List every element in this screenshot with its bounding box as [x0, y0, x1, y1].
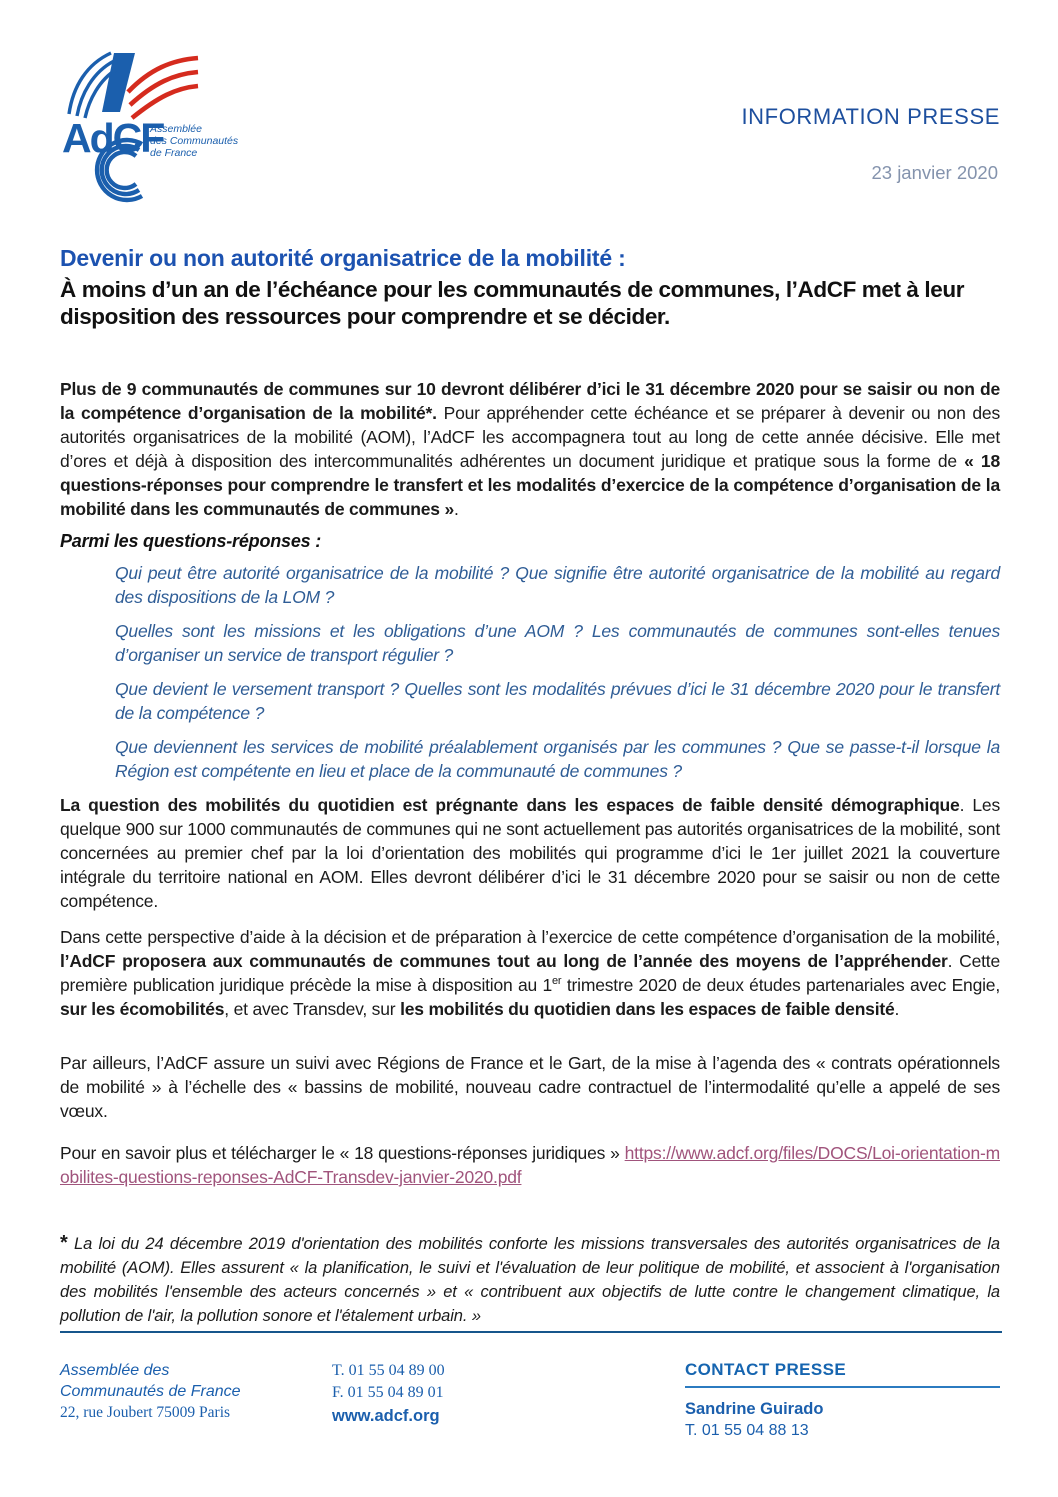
questions-heading: Parmi les questions-réponses :	[60, 531, 322, 551]
footer-street-address: 22, rue Joubert 75009 Paris	[60, 1404, 231, 1421]
footnote	[60, 1231, 1000, 1328]
paragraph-download	[60, 1141, 1000, 1189]
question-item-3: Que devient le versement transport ? Quelles sont les modalités prévues d’ici le 31 décembre 2020 pour le transfert de la compétence ?	[115, 679, 1000, 723]
footer-phone: T. 01 55 04 89 00	[332, 1362, 445, 1379]
svg-text:Assemblée des Communau	[149, 123, 238, 159]
release-date: 23 janvier 2020	[871, 162, 998, 183]
density-text: . Les quelque 900 sur 1000 communautés de communes qui ne sont actuellement pas autorités organisatrices de la mobilité, sont concernées au premier chef par la loi d’orientation des mobilités qui programme d’ici le 1er juillet 2021 la couverture intégrale du territoire national en AOM. Elles devront délibérer d’ici le 31 décembre 2020 pour se saisir ou non de cette compétence.	[60, 795, 1000, 911]
intro-bold-quote: « 18 questions-réponses pour comprendre le transfert et les modalités d’exercice de la compétence d’organisation de la mobilité dans les communautés de communes »	[60, 451, 1000, 519]
perspective-text-2: . Cette première publication juridique précède la mise à disposition au 1	[60, 951, 1001, 995]
density-bold: La question des mobilités du quotidien est prégnante dans les espaces de faible densité démographique	[60, 795, 960, 815]
perspective-text-4: , et avec Transdev, sur	[224, 999, 401, 1019]
perspective-text-3: trimestre 2020 de deux études partenariales avec Engie,	[561, 975, 1000, 995]
footer-org-line2: Communautés de France	[60, 1383, 241, 1400]
page-title: Devenir ou non autorité organisatrice de la mobilité :	[60, 245, 626, 271]
perspective-bold-3: les mobilités du quotidien dans les espaces de faible densité	[400, 999, 895, 1019]
perspective-bold-1: l’AdCF proposera aux communautés de communes tout au long de l’année des moyens de l’appréhender	[60, 951, 948, 971]
intro-period: .	[454, 499, 459, 519]
footer-contact-block	[332, 1360, 685, 1441]
download-text: Pour en savoir plus et télécharger le « 18 questions-réponses juridiques »	[60, 1143, 625, 1163]
footer-divider	[60, 1331, 1002, 1333]
paragraph-perspective	[60, 925, 1000, 1021]
logo-tagline-line1: Assemblée	[150, 123, 202, 135]
perspective-text-5: .	[894, 999, 900, 1019]
main-content	[60, 244, 1000, 1328]
footer-website: www.adcf.org	[332, 1407, 440, 1425]
intro-bold-lead: Plus de 9 communautés de communes sur 10 devront délibérer d’ici le 31 décembre 2020 pour se saisir ou non de la compétence d’organisation de la mobilité*.	[60, 379, 1000, 423]
question-item-4: Que deviennent les services de mobilité préalablement organisés par les communes ? Que se passe-t-il lorsque la Région est compétente en lieu et place de la communauté de communes ?	[115, 737, 1000, 781]
question-item-2: Quelles sont les missions et les obligations d’une AOM ? Les communautés de communes sont-elles tenues d’organiser un service de transport régulier ?	[115, 621, 1000, 665]
adcf-logo	[58, 48, 238, 206]
superscript-er: er	[552, 975, 562, 988]
footnote-text: La loi du 24 décembre 2019 d'orientation des mobilités conforte les missions transversales des autorités organisatrices de la mobilité (AOM). Elles assurent « la planification, le suivi et l'évaluation de leur politique de mobilité, et associent à l'organisation des mobilités l'ensemble des acteurs concernés » et « contribuent aux objectifs de lutte contre le changement climatique, la pollution de l'air, la pollution sonore et l'étalement urbain. »	[60, 1235, 1000, 1325]
footnote-asterisk: *	[60, 1232, 68, 1254]
page-subtitle: À moins d’un an de l’échéance pour les communautés de communes, l’AdCF met à leur disposition des ressources pour comprendre et se décider.	[60, 277, 965, 329]
perspective-text-1: Dans cette perspective d’aide à la décision et de préparation à l’exercice de cette compétence d’organisation de la mobilité,	[60, 927, 1000, 947]
paragraph-intro	[60, 377, 1000, 521]
footer-fax: F. 01 55 04 89 01	[332, 1384, 444, 1401]
footer-address-block	[60, 1360, 332, 1441]
logo-tagline-line3: de France	[150, 147, 198, 159]
perspective-bold-2: sur les écomobilités	[60, 999, 225, 1019]
pdf-link[interactable]: https://www.adcf.org/files/DOCS/Loi-orientation-mobilites-questions-reponses-AdCF-Transdev-janvier-2020.pdf	[60, 1143, 1000, 1187]
paragraph-density	[60, 793, 1000, 913]
adcf-logo-icon	[58, 48, 238, 206]
press-contact-name: Sandrine Guirado	[685, 1400, 824, 1418]
question-item-1: Qui peut être autorité organisatrice de la mobilité ? Que signifie être autorité organisatrice de la mobilité au regard des dispositions de la LOM ?	[115, 563, 1000, 607]
page-footer	[60, 1331, 1002, 1441]
footer-org-line1: Assemblée des	[60, 1362, 170, 1379]
logo-tagline-line2: des Communautés	[150, 135, 238, 147]
intro-text: Pour appréhender cette échéance et se préparer à devenir ou non des autorités organisatrices de la mobilité (AOM), l’AdCF les accompagnera tout au long de cette année décisive. Elle met d’ores et déjà à disposition des intercommunalités adhérentes un document juridique et pratique sous la forme de	[60, 403, 1000, 471]
press-contact-phone: T. 01 55 04 88 13	[685, 1422, 809, 1439]
paragraph-partners: Par ailleurs, l’AdCF assure un suivi avec Régions de France et le Gart, de la mise à l’agenda des « contrats opérationnels de mobilité » à l’échelle des « bassins de mobilité, nouveau cadre contractuel de l’intermodalité qu’elle a appelé de ses vœux.	[60, 1053, 1000, 1121]
press-contact-heading: CONTACT PRESSE	[685, 1360, 1000, 1388]
logo-brand-text: AdCF	[62, 115, 164, 161]
press-kicker: INFORMATION PRESSE	[741, 104, 1000, 129]
press-contact-block	[685, 1360, 1000, 1441]
